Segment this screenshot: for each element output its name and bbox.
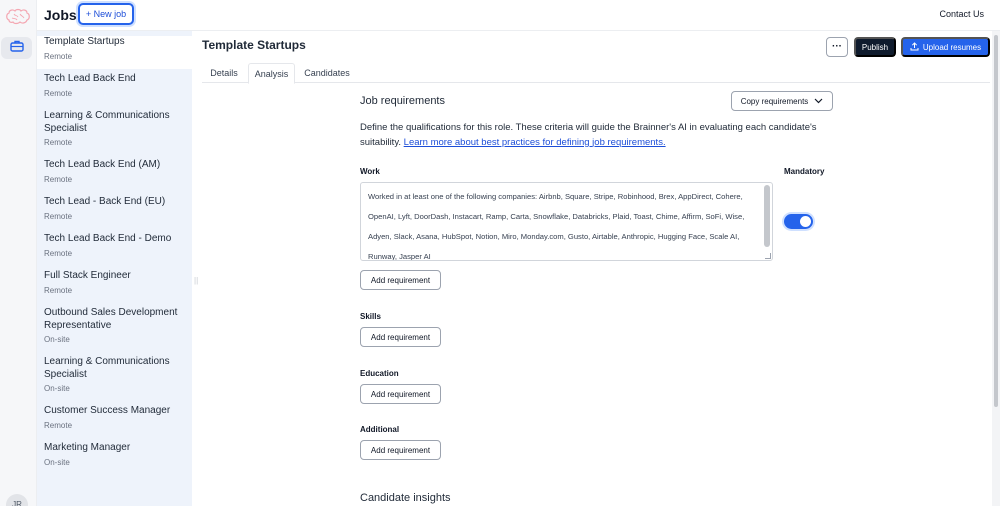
job-list-item[interactable] [37, 307, 187, 344]
chevron-down-icon [814, 97, 823, 106]
mandatory-toggle[interactable] [784, 214, 813, 229]
job-list-item[interactable] [37, 110, 172, 147]
description-text: Define the qualifications for this role. These criteria will guide the Brainner's AI in evaluating each candidate's suitability. [360, 122, 817, 148]
tab-analysis[interactable]: Analysis [248, 63, 295, 84]
job-location: Remote [44, 248, 73, 258]
additional-label: Additional [360, 425, 400, 434]
job-location: Remote [44, 138, 73, 147]
resize-grip-icon[interactable]: || [194, 276, 199, 285]
jobs-nav-button[interactable] [1, 37, 32, 59]
work-requirement-text: Worked in at least one of the following companies: Airbnb, Square, Stripe, Robinhood, Brex, AppDirect, Cohere, OpenAI, Lyft, DoorDash, Instacart, Ramp, Carta, Snowflake, Databricks, Plaid, Toast, Chime, Affirm, SoFi, Wise, Adyen, Slack, Asana, HubSpot, Notion, Miro, Monday.com, Gusto, Airtable, Anthropic, Hugging Face, Scale AI, Runway, Jasper AI [368, 192, 745, 261]
job-location: On-site [44, 384, 70, 393]
add-work-requirement-button[interactable]: Add requirement [360, 270, 441, 290]
page-title: Jobs [44, 7, 77, 23]
toggle-knob [800, 216, 811, 227]
job-title: Outbound Sales Development Representative [44, 307, 178, 331]
new-job-button[interactable]: + New job [78, 3, 134, 25]
tab-details[interactable]: Details [210, 68, 238, 78]
left-rail [0, 0, 37, 506]
mandatory-label: Mandatory [784, 167, 825, 176]
job-location: Remote [44, 285, 73, 295]
job-location: Remote [44, 51, 73, 61]
job-title: Tech Lead - Back End (EU) [44, 196, 166, 207]
tab-bar [202, 63, 990, 83]
job-title: Full Stack Engineer [44, 270, 131, 281]
skills-label: Skills [360, 312, 381, 321]
best-practices-link[interactable]: Learn more about best practices for defining job requirements. [403, 136, 666, 148]
candidate-insights-heading: Candidate insights [360, 492, 451, 504]
upload-resumes-button[interactable] [901, 37, 990, 57]
copy-requirements-dropdown[interactable] [731, 91, 833, 111]
job-title: Template Startups [44, 36, 125, 47]
upload-resumes-label: Upload resumes [922, 42, 982, 52]
job-title: Tech Lead Back End - Demo [44, 233, 172, 244]
page-scrollbar-thumb[interactable] [994, 35, 998, 407]
textarea-scrollbar[interactable] [764, 185, 770, 247]
job-location: Remote [44, 88, 73, 98]
job-title: Customer Success Manager [44, 405, 171, 416]
education-label: Education [360, 369, 399, 378]
job-requirements-heading: Job requirements [360, 95, 445, 107]
contact-us-link[interactable]: Contact Us [939, 9, 984, 19]
job-title-heading: Template Startups [202, 38, 306, 52]
resize-handle-icon[interactable] [765, 253, 771, 259]
job-list-item[interactable] [37, 36, 192, 69]
job-location: On-site [44, 335, 70, 344]
job-location: On-site [44, 457, 70, 467]
tab-candidates[interactable]: Candidates [304, 68, 350, 78]
top-bar [37, 0, 1000, 31]
job-list-item[interactable] [37, 270, 192, 295]
job-title: Marketing Manager [44, 442, 131, 453]
job-title: Tech Lead Back End [44, 73, 136, 84]
job-list [37, 31, 192, 506]
job-list-item[interactable] [37, 442, 192, 467]
job-location: Remote [44, 420, 73, 430]
briefcase-icon [10, 39, 24, 57]
more-options-button[interactable]: ··· [826, 37, 848, 57]
job-list-item[interactable] [37, 233, 192, 258]
job-location: Remote [44, 174, 73, 184]
copy-requirements-label: Copy requirements [740, 96, 809, 106]
job-title: Learning & Communications Specialist [44, 356, 170, 380]
job-location: Remote [44, 211, 73, 221]
job-list-item[interactable] [37, 405, 192, 430]
job-list-item[interactable] [37, 73, 192, 98]
brain-icon[interactable] [5, 8, 31, 26]
job-title: Learning & Communications Specialist [44, 110, 170, 134]
work-requirement-field[interactable] [360, 182, 773, 261]
add-additional-requirement-button[interactable]: Add requirement [360, 440, 441, 460]
requirements-description [360, 121, 830, 150]
publish-button[interactable]: Publish [854, 37, 896, 57]
add-education-requirement-button[interactable]: Add requirement [360, 384, 441, 404]
page-scrollbar[interactable] [992, 31, 1000, 506]
job-list-item[interactable] [37, 196, 192, 221]
add-skills-requirement-button[interactable]: Add requirement [360, 327, 441, 347]
job-title: Tech Lead Back End (AM) [44, 159, 161, 170]
work-label: Work [360, 167, 380, 176]
avatar[interactable]: JR [6, 494, 28, 506]
job-list-item[interactable] [37, 356, 172, 393]
upload-icon [910, 42, 919, 53]
job-list-item[interactable] [37, 159, 192, 184]
